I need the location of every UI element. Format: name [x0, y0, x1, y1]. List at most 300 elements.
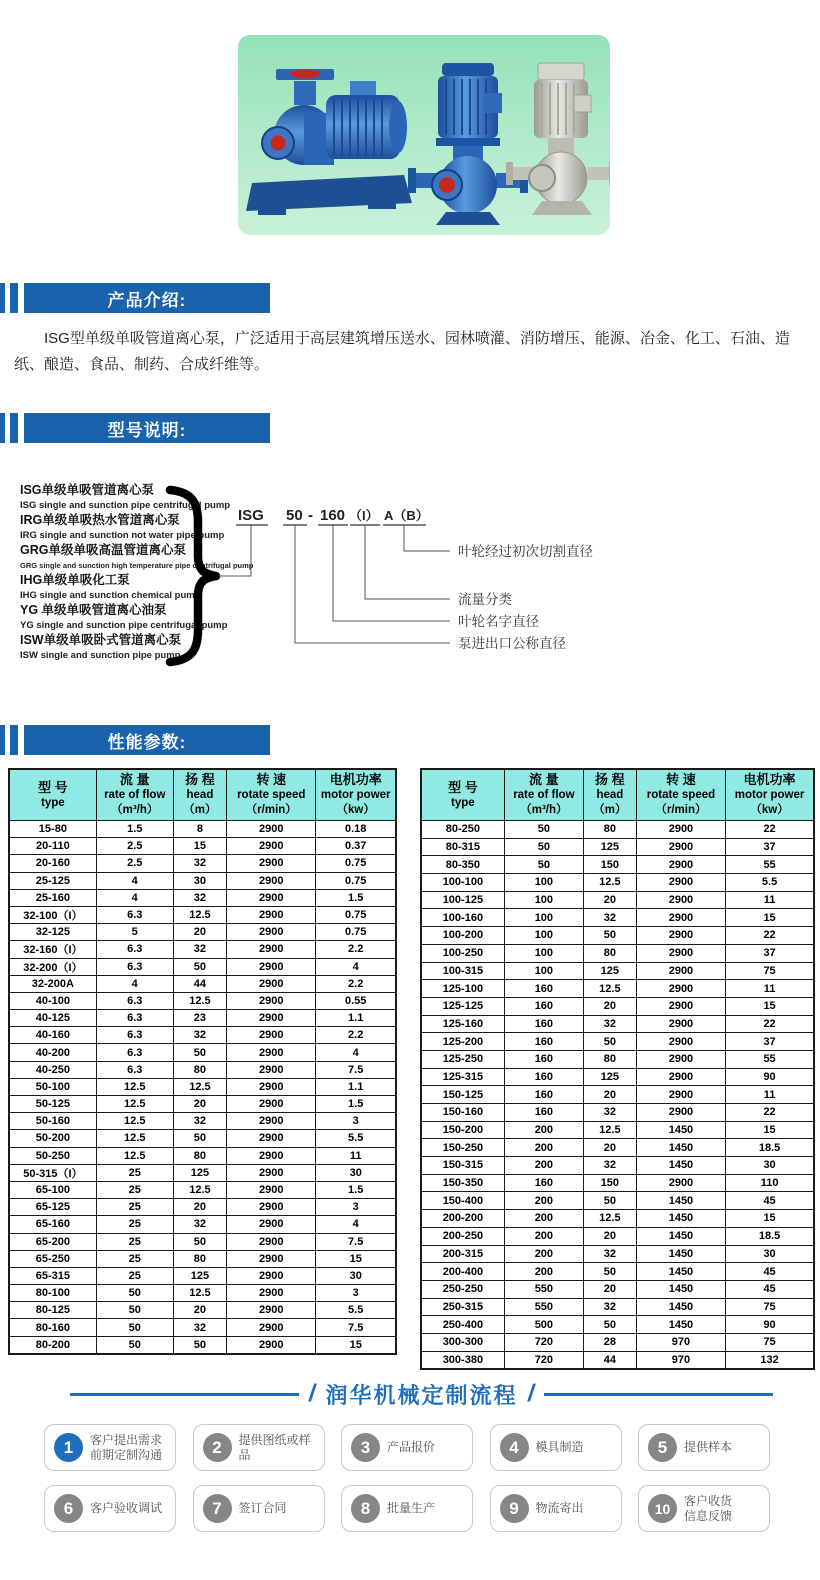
spec-cell: 20	[583, 1280, 636, 1298]
spec-cell: 12.5	[583, 1121, 636, 1139]
spec-cell: 30	[726, 1157, 814, 1175]
spec-row	[421, 1086, 814, 1104]
spec-cell: 1.5	[316, 1181, 396, 1198]
spec-cell: 2900	[636, 874, 725, 892]
spec-cell: 550	[504, 1298, 583, 1316]
spec-cell: 1450	[636, 1121, 725, 1139]
spec-cell: 970	[636, 1333, 725, 1351]
spec-cell: 30	[316, 1267, 396, 1284]
spec-cell: 2900	[636, 821, 725, 839]
spec-cell: 55	[726, 856, 814, 874]
spec-cell: 6.3	[96, 1027, 173, 1044]
code-part: ISG	[238, 507, 264, 524]
spec-cell: 80-250	[421, 821, 504, 839]
spec-cell: 32	[173, 1113, 226, 1130]
spec-cell: 30	[173, 872, 226, 889]
spec-cell: 80-125	[9, 1302, 96, 1319]
header-accent-bar	[0, 725, 5, 755]
step-label-line: 品	[238, 1447, 251, 1462]
spec-cell: 300-300	[421, 1333, 504, 1351]
pump-type-en: IRG single and sunction not water pipe pump	[20, 530, 225, 541]
spec-cell: 32	[583, 909, 636, 927]
model-diagram	[0, 478, 820, 678]
spec-cell: 2900	[636, 1086, 725, 1104]
spec-cell: 25	[96, 1181, 173, 1198]
spec-cell: 11	[726, 891, 814, 909]
spec-cell: 12.5	[173, 1181, 226, 1198]
spec-cell: 32	[173, 941, 226, 958]
spec-cell: 200	[504, 1192, 583, 1210]
header-accent-bar	[10, 725, 18, 755]
spec-cell: 132	[726, 1351, 814, 1369]
header-accent-bar	[0, 283, 5, 313]
spec-cell: 22	[726, 1015, 814, 1033]
flow-step-card	[341, 1485, 473, 1532]
spec-cell: 2900	[227, 855, 316, 872]
spec-cell: 6.3	[96, 941, 173, 958]
spec-cell: 12.5	[173, 906, 226, 923]
spec-cell: 75	[726, 962, 814, 980]
spec-cell: 50-250	[9, 1147, 96, 1164]
spec-cell: 2900	[636, 927, 725, 945]
spec-cell: 65-125	[9, 1199, 96, 1216]
spec-cell: 4	[96, 889, 173, 906]
spec-cell: 2900	[227, 1250, 316, 1267]
spec-row	[421, 1298, 814, 1316]
spec-cell: 37	[726, 944, 814, 962]
spec-cell: 50	[504, 838, 583, 856]
spec-cell: 40-125	[9, 1010, 96, 1027]
col-head: 扬 程 head （m）	[173, 769, 226, 821]
spec-cell: 0.75	[316, 906, 396, 923]
step-label-line: 提供样本	[684, 1440, 733, 1454]
spec-cell: 80	[173, 1061, 226, 1078]
step-number-badge: 6	[54, 1494, 83, 1523]
spec-cell: 4	[316, 958, 396, 975]
pump-type-cn: ISW单级单吸卧式管道离心泵	[20, 633, 182, 647]
spec-cell: 2900	[227, 872, 316, 889]
spec-cell: 125	[583, 962, 636, 980]
spec-row	[421, 1139, 814, 1157]
spec-cell: 160	[504, 1033, 583, 1051]
spec-row	[421, 874, 814, 892]
flow-step-card	[638, 1485, 770, 1532]
col-type: 型 号 type	[9, 769, 96, 821]
title-rule-left	[70, 1393, 299, 1396]
spec-row	[421, 944, 814, 962]
spec-cell: 150-250	[421, 1139, 504, 1157]
step-label-line: 签订合同	[238, 1501, 287, 1515]
spec-row	[421, 838, 814, 856]
spec-cell: 0.18	[316, 821, 396, 838]
spec-cell: 200	[504, 1263, 583, 1281]
spec-cell: 2900	[227, 1113, 316, 1130]
spec-cell: 1450	[636, 1210, 725, 1228]
pump-type-cn: YG 单级单吸管道离心油泵	[20, 603, 167, 617]
spec-cell: 2900	[227, 1181, 316, 1198]
spec-cell: 32-160（I）	[9, 941, 96, 958]
spec-row	[9, 1130, 396, 1147]
step-number-badge: 9	[500, 1494, 529, 1523]
spec-cell: 970	[636, 1351, 725, 1369]
pump-type-en: ISG single and sunction pipe centrifugal pump	[20, 500, 231, 511]
spec-cell: 15	[726, 909, 814, 927]
spec-cell: 150-160	[421, 1104, 504, 1122]
code-label: 叶轮名字直径	[458, 614, 539, 629]
spec-row	[421, 856, 814, 874]
spec-cell: 1450	[636, 1139, 725, 1157]
spec-cell: 90	[726, 1316, 814, 1334]
spec-cell: 50-125	[9, 1096, 96, 1113]
spec-cell: 2900	[227, 1319, 316, 1336]
spec-cell: 20-160	[9, 855, 96, 872]
spec-row	[9, 1061, 396, 1078]
step-label	[239, 1433, 311, 1463]
spec-cell: 150-200	[421, 1121, 504, 1139]
spec-cell: 15	[726, 1121, 814, 1139]
step-label-line: 物流寄出	[535, 1501, 584, 1515]
spec-cell: 200-200	[421, 1210, 504, 1228]
spec-cell: 2.5	[96, 855, 173, 872]
spec-cell: 50	[583, 1033, 636, 1051]
spec-cell: 65-160	[9, 1216, 96, 1233]
spec-cell: 2900	[636, 838, 725, 856]
spec-row	[9, 975, 396, 992]
spec-row	[9, 1147, 396, 1164]
spec-cell: 100	[504, 891, 583, 909]
spec-cell: 6.3	[96, 958, 173, 975]
spec-cell: 100-125	[421, 891, 504, 909]
spec-cell: 65-200	[9, 1233, 96, 1250]
spec-cell: 75	[726, 1298, 814, 1316]
section-header-intro	[0, 283, 300, 313]
section-title: 产品介绍:	[24, 283, 270, 313]
spec-cell: 50	[504, 821, 583, 839]
flow-step-card	[490, 1424, 622, 1471]
spec-cell: 50	[504, 856, 583, 874]
spec-row	[421, 1174, 814, 1192]
spec-cell: 65-250	[9, 1250, 96, 1267]
spec-cell: 4	[316, 1044, 396, 1061]
spec-cell: 500	[504, 1316, 583, 1334]
spec-row	[421, 1280, 814, 1298]
spec-cell: 7.5	[316, 1319, 396, 1336]
section-header-model	[0, 413, 300, 443]
spec-cell: 200	[504, 1157, 583, 1175]
spec-cell: 5	[96, 924, 173, 941]
spec-cell: 200	[504, 1139, 583, 1157]
spec-cell: 2900	[636, 1015, 725, 1033]
flow-step-card	[193, 1485, 325, 1532]
spec-cell: 12.5	[96, 1078, 173, 1095]
spec-cell: 12.5	[173, 992, 226, 1009]
spec-cell: 37	[726, 1033, 814, 1051]
step-label-line: 产品报价	[387, 1440, 436, 1454]
spec-cell: 12.5	[583, 1210, 636, 1228]
spec-cell: 160	[504, 1174, 583, 1192]
spec-cell: 50	[173, 1233, 226, 1250]
col-type: 型 号 type	[421, 769, 504, 821]
spec-row	[9, 1250, 396, 1267]
spec-row	[421, 909, 814, 927]
step-number-badge: 1	[54, 1433, 83, 1462]
spec-row	[9, 1096, 396, 1113]
spec-cell: 1450	[636, 1227, 725, 1245]
step-label	[387, 1501, 435, 1516]
spec-cell: 5.5	[726, 874, 814, 892]
spec-row	[9, 1078, 396, 1095]
spec-row	[9, 1216, 396, 1233]
code-part: 160	[320, 507, 346, 524]
spec-cell: 12.5	[96, 1147, 173, 1164]
spec-cell: 0.37	[316, 838, 396, 855]
spec-row	[9, 941, 396, 958]
spec-cell: 32	[583, 1245, 636, 1263]
spec-cell: 65-315	[9, 1267, 96, 1284]
spec-cell: 100	[504, 874, 583, 892]
connector-lines	[219, 525, 450, 643]
spec-cell: 50	[96, 1302, 173, 1319]
spec-cell: 4	[316, 1216, 396, 1233]
spec-cell: 125-250	[421, 1050, 504, 1068]
spec-cell: 80	[173, 1250, 226, 1267]
curly-brace	[170, 490, 216, 662]
step-number-badge: 4	[500, 1433, 529, 1462]
spec-cell: 12.5	[96, 1130, 173, 1147]
spec-cell: 45	[726, 1192, 814, 1210]
spec-cell: 2900	[636, 1104, 725, 1122]
spec-row	[421, 891, 814, 909]
spec-cell: 50	[96, 1336, 173, 1354]
flow-title	[70, 1378, 773, 1410]
spec-cell: 125-125	[421, 997, 504, 1015]
spec-cell: 50	[583, 1316, 636, 1334]
spec-cell: 160	[504, 1068, 583, 1086]
spec-cell: 200	[504, 1245, 583, 1263]
section-title: 型号说明:	[24, 413, 270, 443]
spec-row	[9, 1336, 396, 1354]
spec-row	[9, 1319, 396, 1336]
spec-cell: 25	[96, 1216, 173, 1233]
pump-type-en: IHG single and sunction chemical pump	[20, 590, 201, 601]
spec-cell: 12.5	[583, 980, 636, 998]
spec-cell: 110	[726, 1174, 814, 1192]
pump-type-cn: IHG单级单吸化工泵	[20, 573, 130, 587]
spec-cell: 12.5	[173, 1285, 226, 1302]
spec-cell: 2900	[636, 980, 725, 998]
pump-type-en: ISW single and sunction pipe pump	[20, 650, 181, 661]
spec-row	[9, 872, 396, 889]
spec-cell: 125	[173, 1164, 226, 1181]
spec-cell: 20	[173, 1096, 226, 1113]
spec-cell: 2900	[636, 856, 725, 874]
col-speed: 转 速 rotate speed （r/min）	[636, 769, 725, 821]
spec-cell: 150	[583, 1174, 636, 1192]
spec-cell: 44	[173, 975, 226, 992]
spec-cell: 11	[726, 1086, 814, 1104]
spec-cell: 250-400	[421, 1316, 504, 1334]
spec-cell: 32	[583, 1298, 636, 1316]
spec-cell: 32-200A	[9, 975, 96, 992]
pump-type-cn: ISG单级单吸管道离心泵	[20, 483, 155, 497]
spec-row	[421, 1104, 814, 1122]
spec-cell: 200	[504, 1121, 583, 1139]
header-accent-bar	[10, 283, 18, 313]
spec-cell: 22	[726, 1104, 814, 1122]
spec-cell: 125	[583, 1068, 636, 1086]
spec-cell: 12.5	[96, 1096, 173, 1113]
step-label-line: 提供图纸或样	[238, 1432, 311, 1447]
spec-cell: 2900	[227, 1130, 316, 1147]
spec-cell: 18.5	[726, 1139, 814, 1157]
spec-cell: 100-315	[421, 962, 504, 980]
spec-cell: 2900	[227, 1164, 316, 1181]
title-slash: /	[525, 1380, 537, 1407]
spec-row	[9, 958, 396, 975]
spec-cell: 300-380	[421, 1351, 504, 1369]
spec-row	[421, 1316, 814, 1334]
spec-cell: 32	[173, 1216, 226, 1233]
spec-cell: 3	[316, 1285, 396, 1302]
spec-row	[9, 838, 396, 855]
spec-cell: 7.5	[316, 1061, 396, 1078]
spec-cell: 25-125	[9, 872, 96, 889]
spec-cell: 2900	[636, 891, 725, 909]
spec-cell: 100	[504, 909, 583, 927]
spec-cell: 25	[96, 1233, 173, 1250]
step-label	[90, 1433, 162, 1463]
spec-cell: 125	[583, 838, 636, 856]
step-label-line: 模具制造	[535, 1440, 584, 1454]
spec-cell: 44	[583, 1351, 636, 1369]
flow-step-card	[638, 1424, 770, 1471]
spec-cell: 80-160	[9, 1319, 96, 1336]
spec-cell: 4	[96, 975, 173, 992]
spec-cell: 0.55	[316, 992, 396, 1009]
spec-cell: 50	[173, 1336, 226, 1354]
spec-cell: 11	[726, 980, 814, 998]
spec-cell: 125-160	[421, 1015, 504, 1033]
spec-cell: 25	[96, 1267, 173, 1284]
spec-cell: 2900	[227, 1096, 316, 1113]
spec-cell: 6.3	[96, 992, 173, 1009]
spec-row	[9, 889, 396, 906]
title-rule-right	[544, 1393, 773, 1396]
spec-cell: 45	[726, 1263, 814, 1281]
spec-cell: 20	[583, 997, 636, 1015]
flow-step-card	[44, 1485, 176, 1532]
spec-cell: 2900	[227, 924, 316, 941]
spec-cell: 2900	[227, 1078, 316, 1095]
col-flow: 流 量 rate of flow （m³/h）	[504, 769, 583, 821]
spec-cell: 20	[583, 1139, 636, 1157]
spec-cell: 200	[504, 1227, 583, 1245]
spec-cell: 1.5	[316, 1096, 396, 1113]
product-photo	[238, 35, 610, 235]
spec-cell: 50-200	[9, 1130, 96, 1147]
spec-cell: 2900	[227, 992, 316, 1009]
spec-cell: 160	[504, 1015, 583, 1033]
title-slash: /	[307, 1380, 318, 1407]
spec-cell: 1.5	[316, 889, 396, 906]
spec-cell: 32	[583, 1104, 636, 1122]
flow-steps	[44, 1424, 770, 1532]
spec-row	[421, 1333, 814, 1351]
step-number-badge: 5	[648, 1433, 677, 1462]
spec-cell: 250-315	[421, 1298, 504, 1316]
spec-cell: 250-250	[421, 1280, 504, 1298]
spec-row	[421, 1121, 814, 1139]
code-part: 50	[286, 507, 303, 524]
spec-row	[9, 1181, 396, 1198]
spec-cell: 2.2	[316, 1027, 396, 1044]
spec-cell: 28	[583, 1333, 636, 1351]
spec-row	[421, 1245, 814, 1263]
spec-cell: 160	[504, 1050, 583, 1068]
spec-cell: 50	[173, 958, 226, 975]
spec-cell: 20	[583, 1227, 636, 1245]
spec-cell: 40-200	[9, 1044, 96, 1061]
spec-cell: 45	[726, 1280, 814, 1298]
spec-cell: 2900	[227, 821, 316, 838]
code-part: -	[308, 507, 313, 524]
spec-cell: 20-110	[9, 838, 96, 855]
spec-row	[9, 992, 396, 1009]
spec-cell: 0.75	[316, 872, 396, 889]
spec-cell: 50	[96, 1285, 173, 1302]
step-label-line: 客户收货	[684, 1493, 733, 1508]
spec-cell: 100-160	[421, 909, 504, 927]
spec-cell: 2.2	[316, 975, 396, 992]
spec-cell: 2900	[227, 1302, 316, 1319]
spec-row	[421, 1210, 814, 1228]
spec-cell: 90	[726, 1068, 814, 1086]
spec-cell: 1.5	[96, 821, 173, 838]
spec-cell: 40-100	[9, 992, 96, 1009]
spec-cell: 2.2	[316, 941, 396, 958]
spec-cell: 4	[96, 872, 173, 889]
spec-cell: 20	[583, 1086, 636, 1104]
spec-cell: 32	[583, 1015, 636, 1033]
section-title: 性能参数:	[24, 725, 270, 755]
col-power: 电机功率 motor power （kw）	[726, 769, 814, 821]
intro-text: ISG型单级单吸管道离心泵，广泛适用于高层建筑增压送水、园林喷灌、消防增压、能源、冶金、化工、石油、造纸、酿造、食品、制药、合成纤维等。	[14, 330, 790, 373]
spec-cell: 2900	[227, 1044, 316, 1061]
spec-row	[9, 1044, 396, 1061]
spec-cell: 1450	[636, 1263, 725, 1281]
spec-cell: 2900	[227, 941, 316, 958]
pump-type-en: GRG single and sunction high temperature pipe centrifugal pump	[20, 561, 254, 570]
step-number-badge: 8	[351, 1494, 380, 1523]
spec-cell: 12.5	[96, 1113, 173, 1130]
spec-cell: 2900	[636, 1174, 725, 1192]
spec-cell: 2900	[227, 1216, 316, 1233]
spec-cell: 23	[173, 1010, 226, 1027]
spec-row	[421, 980, 814, 998]
spec-cell: 720	[504, 1351, 583, 1369]
spec-row	[421, 1263, 814, 1281]
spec-cell: 2.5	[96, 838, 173, 855]
spec-cell: 6.3	[96, 1044, 173, 1061]
header-accent-bar	[0, 413, 5, 443]
spec-cell: 40-160	[9, 1027, 96, 1044]
step-label-line: 客户验收调试	[90, 1501, 163, 1515]
spec-cell: 15	[726, 997, 814, 1015]
spec-row	[9, 906, 396, 923]
spec-table-right	[420, 768, 815, 1370]
spec-cell: 2900	[636, 997, 725, 1015]
spec-cell: 2900	[636, 909, 725, 927]
